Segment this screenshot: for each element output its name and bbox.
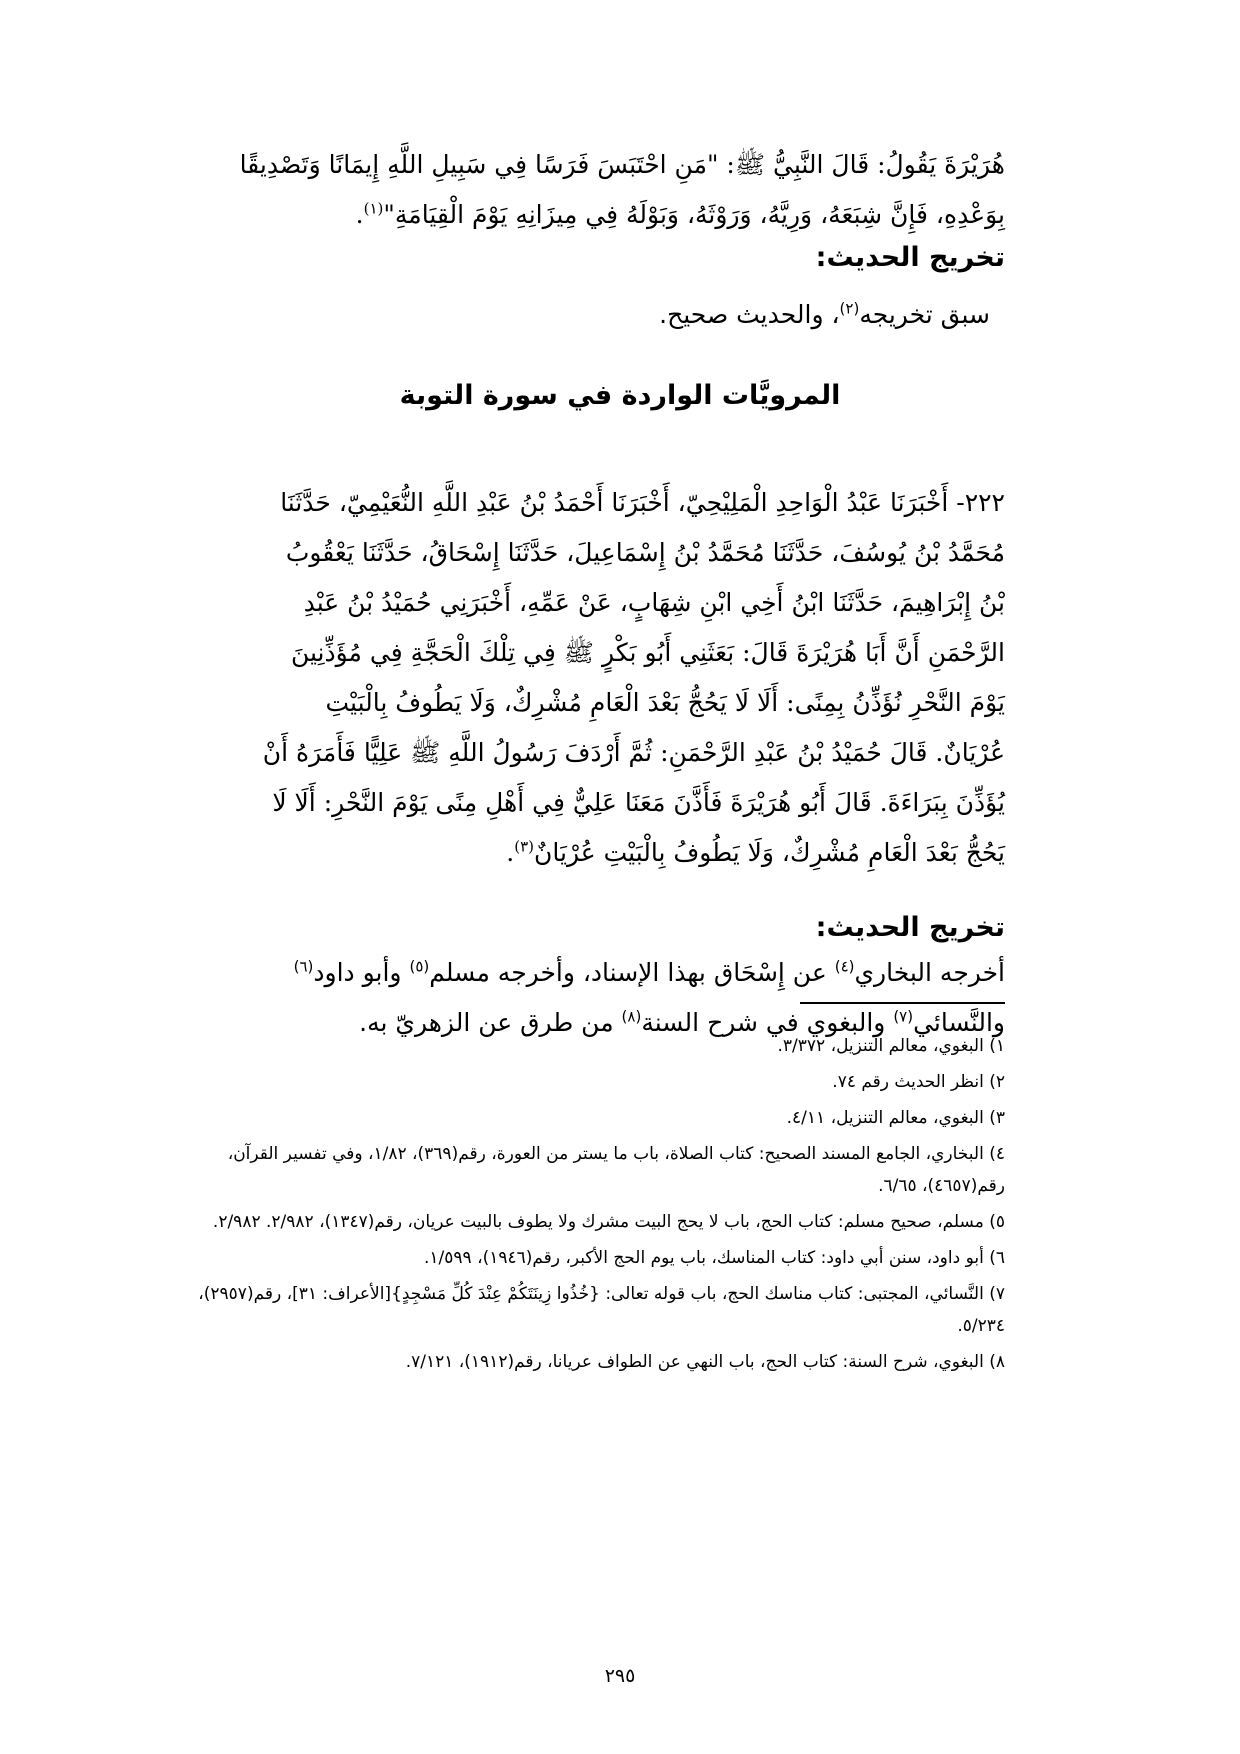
text-line: يَوْمَ النَّحْرِ نُؤَذِّنُ بِمِنًى: أَلَا لَا يَحُجُّ بَعْدَ الْعَامِ مُشْرِكٌ، وَلَا يَطُوفُ بِالْبَيْتِ [325, 688, 1005, 717]
text-line: الرَّحْمَنِ أَنَّ أَبَا هُرَيْرَةَ قَالَ: بَعَثَنِي أَبُو بَكْرٍ ﷺ فِي تِلْكَ الْحَجَّةِ فِي مُؤَذِّنِينَ [290, 638, 1005, 667]
footnotes [150, 1030, 1005, 1382]
text-line: مُحَمَّدُ بْنُ يُوسُفَ، حَدَّثَنَا مُحَمَّدُ بْنُ إِسْمَاعِيلَ، حَدَّثَنَا إِسْحَاقُ، حَدَّثَنَا يَعْقُوبُ [285, 538, 1005, 567]
footnote-ref: (٧) [893, 1007, 914, 1026]
text-span: والبغوي في شرح السنة [641, 1008, 894, 1037]
text-line: هُرَيْرَةَ يَقُولُ: قَالَ النَّبِيُّ ﷺ: "مَنِ احْتَبَسَ فَرَسًا فِي سَبِيلِ اللَّهِ إِيمَانًا وَتَصْدِيقًا [239, 150, 1005, 179]
text-span: أخرجه البخاري [854, 958, 1005, 987]
footnote: ٨) البغوي، شرح السنة: كتاب الحج، باب النهي عن الطواف عريانا، رقم(١٩١٢)، ٧/١٢١. [405, 1352, 1005, 1372]
text-line: يُؤَذِّنَ بِبَرَاءَةَ. قَالَ أَبُو هُرَيْرَةَ فَأَذَّنَ مَعَنَا عَلِيٌّ فِي أَهْلِ مِنًى يَوْمَ النَّحْرِ: أَلَا لَا [272, 788, 1005, 817]
text-span: وأبو داود [313, 958, 410, 987]
text-span: . [355, 200, 364, 229]
hadith-continuation [175, 140, 1005, 240]
text-line: عُرْيَانٌ. قَالَ حُمَيْدُ بْنُ عَبْدِ الرَّحْمَنِ: ثُمَّ أَرْدَفَ رَسُولُ اللَّهِ ﷺ عَلِيًّا فَأَمَرَهُ أَنْ [262, 738, 1005, 767]
footnote-ref: (٤) [834, 957, 855, 976]
text-line [175, 948, 1005, 998]
footnote-ref: (٣) [514, 837, 535, 856]
takhrij-text [175, 290, 1005, 340]
text-span: سبق تخريجه [859, 300, 990, 329]
footnote-ref: (١) [363, 199, 384, 218]
text-line: ٢٢٢- أَخْبَرَنَا عَبْدُ الْوَاحِدِ الْمَلِيْحِيّ، أَخْبَرَنَا أَحْمَدُ بْنُ عَبْدِ اللَّهِ النُّعَيْمِيّ، حَدَّثَنَا [280, 488, 1005, 517]
footnote: ٢) انظر الحديث رقم ٧٤. [832, 1072, 1005, 1092]
takhrij-heading-2: تخريج الحديث: [815, 912, 1005, 943]
text-line: بْنُ إِبْرَاهِيمَ، حَدَّثَنَا ابْنُ أَخِي ابْنِ شِهَابٍ، عَنْ عَمِّهِ، أَخْبَرَنِي حُمَيْدُ بْنُ عَبْدِ [303, 588, 1005, 617]
text-span: والنَّسائي [913, 1008, 1005, 1037]
footnote: ٧) النَّسائي، المجتبى: كتاب مناسك الحج، باب قوله تعالى: {خُذُوا زِينَتَكُمْ عِنْدَ كُلِّ مَسْجِدٍ}[الأعراف: ٣١]، رقم(٢٩٥٧)، ٥/٢٣٤. [198, 1284, 1005, 1336]
footnote-separator [800, 1002, 1005, 1004]
footnote-ref: (٦) [293, 957, 314, 976]
text-span: ، والحديث صحيح. [659, 300, 840, 329]
takhrij-heading: تخريج الحديث: [815, 242, 1005, 273]
page-number: ٢٩٥ [604, 1665, 636, 1687]
text-span: بِوَعْدِهِ، فَإِنَّ شِبَعَهُ، وَرِيَّهُ، وَرَوْثَهُ، وَبَوْلَهُ فِي مِيزَانِهِ يَوْمَ الْقِيَامَةِ" [383, 200, 1005, 229]
text-line [175, 190, 1005, 240]
footnote-ref: (٨) [621, 1007, 642, 1026]
footnote: ٤) البخاري، الجامع المسند الصحيح: كتاب الصلاة، باب ما يستر من العورة، رقم(٣٦٩)، ١/٨٢، وفي تفسير القرآن، رقم(٤٦٥٧)، ٦/٦٥. [227, 1144, 1005, 1196]
footnote: ٦) أبو داود، سنن أبي داود: كتاب المناسك، باب يوم الحج الأكبر، رقم(١٩٤٦)، ١/٥٩٩. [424, 1248, 1005, 1268]
text-span: عن إِسْحَاق بهذا الإسناد، وأخرجه مسلم [429, 958, 835, 987]
hadith-222 [175, 478, 1005, 878]
text-span: يَحُجُّ بَعْدَ الْعَامِ مُشْرِكٌ، وَلَا يَطُوفُ بِالْبَيْتِ عُرْيَانٌ [534, 838, 1005, 867]
footnote-ref: (٥) [409, 957, 430, 976]
footnote-ref: (٢) [839, 299, 860, 318]
section-title: المرويَّات الواردة في سورة التوبة [399, 380, 841, 411]
text-line [175, 828, 1005, 878]
footnote: ١) البغوي، معالم التنزيل، ٣/٣٧٢. [777, 1036, 1005, 1056]
text-span: من طرق عن الزهريّ به. [359, 1008, 622, 1037]
footnote: ٣) البغوي، معالم التنزيل، ٤/١١. [786, 1108, 1005, 1128]
text-span: . [506, 838, 515, 867]
footnote: ٥) مسلم، صحيح مسلم: كتاب الحج، باب لا يحج البيت مشرك ولا يطوف بالبيت عريان، رقم(١٣٤٧)، ٢/٩٨٢. ٢/٩٨٢. [212, 1212, 1005, 1232]
